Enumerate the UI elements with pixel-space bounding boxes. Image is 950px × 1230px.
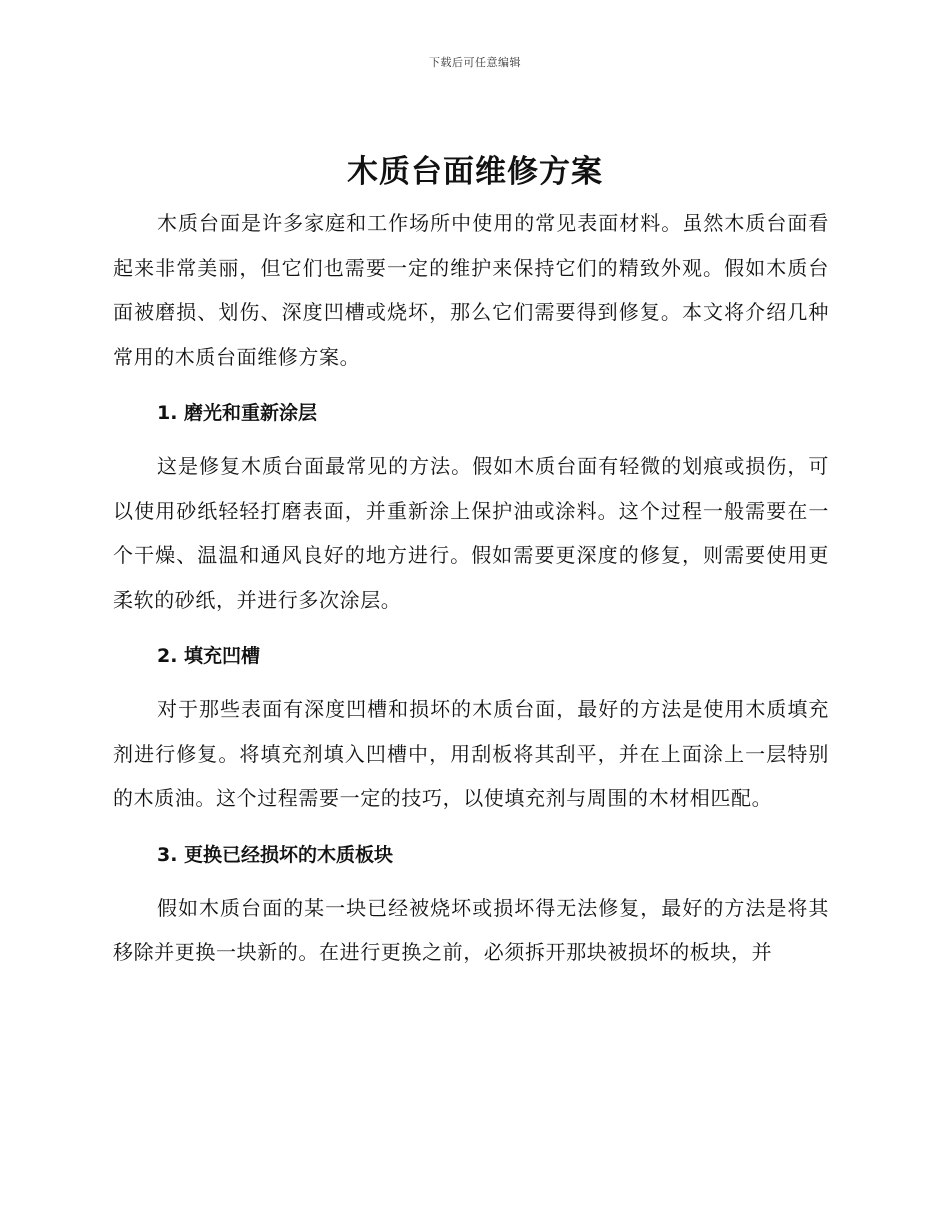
section-paragraph-1: 这是修复木质台面最常见的方法。假如木质台面有轻微的划痕或损伤，可以使用砂纸轻轻打磨表面，并重新涂上保护油或涂料。这个过程一般需要在一个干燥、温温和通风良好的地方进行。假如需要更深度的修复，则需要使用更柔软的砂纸，并进行多次涂层。 — [113, 454, 829, 612]
header-note: 下载后可任意编辑 — [429, 56, 521, 69]
section-heading-2: 2. 填充凹槽 — [157, 645, 261, 667]
section-paragraph-2: 对于那些表面有深度凹槽和损坏的木质台面，最好的方法是使用木质填充剂进行修复。将填充剂填入凹槽中，用刮板将其刮平，并在上面涂上一层特别的木质油。这个过程需要一定的技巧，以使填充剂与周围的木材相匹配。 — [113, 697, 829, 810]
section-paragraph-3: 假如木质台面的某一块已经被烧坏或损坏得无法修复，最好的方法是将其移除并更换一块新的。在进行更换之前，必须拆开那块被损坏的板块，并 — [113, 895, 829, 964]
section-heading-1: 1. 磨光和重新涂层 — [157, 402, 318, 424]
document-title: 木质台面维修方案 — [347, 154, 603, 190]
document-body — [113, 201, 829, 975]
section-heading-3: 3. 更换已经损坏的木质板块 — [157, 843, 394, 866]
intro-paragraph: 木质台面是许多家庭和工作场所中使用的常见表面材料。虽然木质台面看起来非常美丽，但它们也需要一定的维护来保持它们的精致外观。假如木质台面被磨损、划伤、深度凹槽或烧坏，那么它们需要得到修复。本文将介绍几种常用的木质台面维修方案。 — [113, 211, 829, 369]
